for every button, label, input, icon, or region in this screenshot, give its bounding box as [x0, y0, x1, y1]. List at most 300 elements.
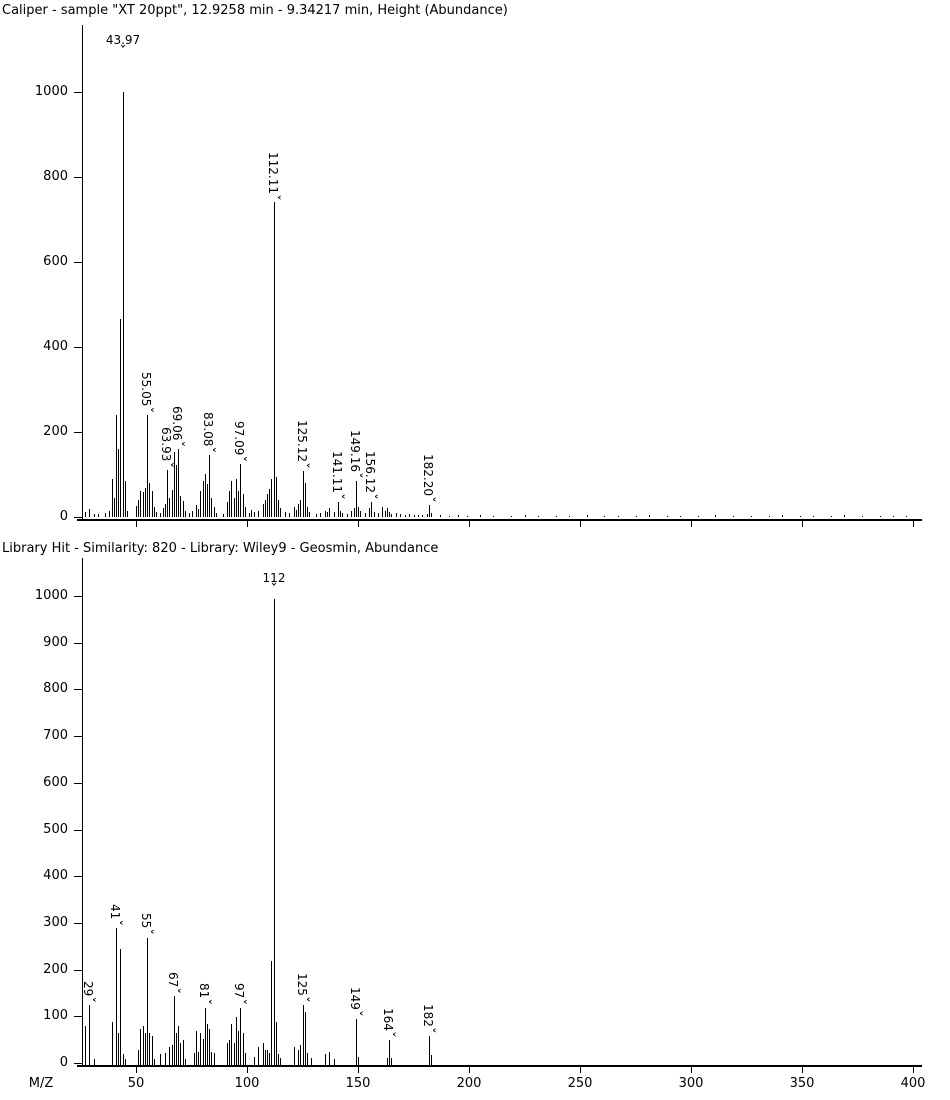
peak-line — [265, 1050, 266, 1066]
peak-line — [116, 928, 117, 1066]
peak-line — [229, 491, 230, 517]
peak-line — [342, 513, 343, 517]
peak-line — [265, 500, 266, 517]
y-tick-label: 800 — [43, 681, 68, 696]
peak-line — [698, 516, 699, 517]
peak-label: 156.12ˇ — [362, 450, 378, 500]
y-tick-label: 0 — [59, 1055, 68, 1070]
peak-line — [289, 513, 290, 517]
x-tick — [691, 521, 692, 527]
peak-line — [198, 1052, 199, 1066]
peak-label: 55ˇ — [138, 913, 154, 936]
peak-line — [307, 507, 308, 517]
peak-arrow-icon: ˇ — [420, 1026, 436, 1034]
y-tick — [74, 347, 82, 348]
peak-line — [604, 516, 605, 517]
peak-line — [231, 1024, 232, 1066]
peak-line — [271, 961, 272, 1066]
peak-arrow-icon: ˇ — [347, 471, 363, 479]
peak-line — [243, 494, 244, 517]
peak-line — [569, 516, 570, 517]
peak-line — [196, 505, 197, 517]
y-tick — [74, 923, 82, 924]
peak-line — [316, 514, 317, 517]
x-tick — [136, 1067, 137, 1073]
peak-line — [118, 449, 119, 517]
peak-line — [893, 516, 894, 517]
x-tick — [247, 521, 248, 527]
peak-line — [238, 491, 239, 517]
peak-line — [254, 1057, 255, 1066]
peak-line — [280, 1058, 281, 1066]
peak-line — [156, 512, 157, 517]
peak-line — [236, 1017, 237, 1066]
peak-line — [251, 510, 252, 517]
peak-line — [405, 515, 406, 517]
peak-line — [205, 474, 206, 517]
peak-label: 55.05ˇ — [138, 371, 154, 413]
peak-line — [227, 502, 228, 517]
peak-line — [112, 1022, 113, 1066]
peak-line — [203, 1039, 204, 1066]
peak-line — [240, 1008, 241, 1066]
peak-arrow-icon: ˇ — [138, 928, 154, 936]
peak-line — [211, 1052, 212, 1066]
peak-line — [427, 514, 428, 517]
peak-label: 29ˇ — [80, 981, 96, 1004]
peak-line — [94, 514, 95, 517]
peak-line — [138, 1050, 139, 1066]
peak-line — [192, 511, 193, 517]
x-tick — [802, 521, 803, 527]
peak-line — [360, 511, 361, 517]
y-tick-label: 400 — [43, 339, 68, 354]
peak-line — [418, 515, 419, 517]
peak-label: 149.16ˇ — [347, 429, 363, 479]
peak-line — [136, 506, 137, 517]
x-tick — [913, 1067, 914, 1073]
peak-line — [396, 513, 397, 517]
peak-line — [296, 510, 297, 517]
peak-line — [149, 483, 150, 517]
peak-arrow-icon: ˇ — [294, 996, 310, 1004]
y-tick — [74, 1063, 82, 1064]
peak-line — [267, 1050, 268, 1066]
peak-line — [667, 516, 668, 517]
peak-line — [389, 512, 390, 517]
peak-arrow-icon: ˇ — [231, 454, 247, 462]
x-tick-label: 250 — [567, 1076, 593, 1091]
peak-arrow-icon: ˇ — [265, 193, 281, 201]
peak-line — [387, 1058, 388, 1066]
peak-line — [105, 513, 106, 517]
peak-line — [267, 494, 268, 517]
peak-line — [276, 1022, 277, 1066]
peak-line — [305, 1012, 306, 1066]
peak-line — [285, 512, 286, 517]
peak-label: 125.12ˇ — [294, 420, 310, 470]
peak-line — [258, 1047, 259, 1066]
peak-line — [298, 504, 299, 517]
peak-line — [429, 505, 430, 517]
peak-line — [185, 1059, 186, 1066]
peak-line — [263, 504, 264, 517]
peak-line — [409, 514, 410, 517]
peak-line — [300, 500, 301, 517]
peak-line — [238, 1031, 239, 1066]
peak-line — [271, 479, 272, 517]
peak-line — [196, 1031, 197, 1066]
peak-line — [307, 1053, 308, 1066]
peak-line — [169, 1047, 170, 1066]
peak-line — [258, 511, 259, 517]
peak-line — [269, 489, 270, 517]
peak-line — [389, 1040, 390, 1066]
peak-line — [325, 511, 326, 517]
peak-line — [207, 484, 208, 517]
peak-line — [183, 501, 184, 517]
peak-line — [143, 1026, 144, 1066]
peak-line — [298, 1050, 299, 1066]
peak-arrow-icon: ˇ — [196, 998, 212, 1006]
library-hit-title: Library Hit - Similarity: 820 - Library: Wiley9 - Geosmin, Abundance — [2, 541, 439, 556]
peak-line — [278, 500, 279, 517]
peak-line — [269, 1053, 270, 1066]
peak-line — [325, 1054, 326, 1066]
y-tick-label: 600 — [43, 254, 68, 269]
peak-line — [378, 513, 379, 517]
x-tick — [247, 1067, 248, 1073]
peak-line — [733, 516, 734, 517]
peak-line — [89, 509, 90, 517]
peak-line — [147, 938, 148, 1066]
peak-line — [174, 996, 175, 1066]
peak-line — [636, 516, 637, 517]
x-tick-label: 400 — [900, 1076, 926, 1091]
peak-arrow-icon: ˇ — [329, 493, 345, 501]
peak-line — [152, 491, 153, 517]
peak-label: 182ˇ — [420, 1003, 436, 1034]
peak-arrow-icon: ˇ — [380, 1031, 396, 1039]
peak-line — [127, 511, 128, 517]
peak-line — [203, 481, 204, 517]
y-tick — [74, 596, 82, 597]
peak-line — [194, 1053, 195, 1066]
peak-arrow-icon: ˇ — [80, 996, 96, 1004]
peak-arrow-icon: ˇ — [362, 492, 378, 500]
y-tick — [74, 92, 82, 93]
peak-line — [152, 1036, 153, 1066]
peak-line — [429, 1036, 430, 1066]
y-tick-label: 1000 — [34, 84, 68, 99]
peak-line — [300, 1045, 301, 1066]
peak-line — [176, 465, 177, 517]
peak-line — [274, 599, 275, 1066]
peak-line — [414, 515, 415, 517]
peak-line — [165, 504, 166, 517]
x-tick-label: 150 — [345, 1076, 371, 1091]
peak-line — [207, 1024, 208, 1066]
peak-line — [449, 516, 450, 517]
x-tick — [136, 521, 137, 527]
peak-line — [140, 1029, 141, 1066]
peak-line — [618, 516, 619, 517]
peak-line — [154, 507, 155, 517]
peak-label: 182.20ˇ — [420, 454, 436, 504]
peak-line — [374, 512, 375, 517]
peak-line — [493, 516, 494, 517]
peak-line — [800, 516, 801, 517]
peak-line — [234, 498, 235, 517]
x-tick — [358, 1067, 359, 1073]
peak-label: 97ˇ — [231, 983, 247, 1006]
peak-line — [174, 452, 175, 517]
peak-arrow-icon: ˇ — [294, 462, 310, 470]
peak-line — [189, 513, 190, 517]
y-tick — [74, 783, 82, 784]
peak-line — [180, 496, 181, 517]
peak-line — [351, 511, 352, 517]
peak-line — [391, 514, 392, 517]
peak-line — [782, 515, 783, 517]
peak-arrow-icon: ˇ — [420, 496, 436, 504]
peak-arrow-icon: ˇ — [165, 986, 181, 994]
peak-line — [480, 515, 481, 517]
peak-line — [125, 481, 126, 517]
peak-line — [354, 508, 355, 517]
peak-line — [320, 513, 321, 517]
peak-line — [125, 1059, 126, 1066]
peak-line — [165, 1053, 166, 1066]
peak-line — [511, 516, 512, 517]
peak-line — [329, 508, 330, 517]
peak-arrow-icon: ˇ — [107, 919, 123, 927]
peak-line — [120, 949, 121, 1066]
peak-line — [214, 507, 215, 517]
peak-line — [334, 512, 335, 517]
peak-line — [160, 513, 161, 517]
peak-line — [163, 508, 164, 517]
y-tick — [74, 736, 82, 737]
y-tick-label: 100 — [43, 1008, 68, 1023]
x-axis-unit-label: M/Z — [28, 1076, 54, 1091]
x-tick-label: 300 — [678, 1076, 704, 1091]
peak-line — [440, 515, 441, 517]
y-tick-label: 800 — [43, 169, 68, 184]
y-tick-label: 600 — [43, 775, 68, 790]
peak-line — [276, 477, 277, 517]
x-tick — [802, 1067, 803, 1073]
peak-line — [85, 1026, 86, 1066]
peak-line — [209, 1029, 210, 1066]
y-tick — [74, 876, 82, 877]
peak-label: 149ˇ — [347, 987, 363, 1018]
peak-line — [198, 509, 199, 517]
peak-line — [340, 511, 341, 517]
peak-line — [205, 1008, 206, 1066]
y-tick-label: 500 — [43, 822, 68, 837]
peak-line — [89, 1005, 90, 1066]
peak-line — [356, 481, 357, 517]
y-tick — [74, 517, 82, 518]
y-tick — [74, 689, 82, 690]
y-tick — [74, 1016, 82, 1017]
peak-line — [120, 319, 121, 517]
peak-label: 141.11ˇ — [329, 451, 345, 501]
peak-line — [154, 1059, 155, 1066]
peak-label: 63.93ˇ — [158, 426, 174, 469]
peak-arrow-icon: ˇ — [231, 998, 247, 1006]
peak-line — [245, 507, 246, 517]
peak-label: 43.97 ˇ — [93, 34, 153, 56]
x-tick-label: 350 — [789, 1076, 815, 1091]
peak-line — [209, 455, 210, 517]
peak-line — [274, 202, 275, 517]
peak-line — [385, 511, 386, 517]
peak-line — [116, 415, 117, 517]
peak-line — [263, 1043, 264, 1066]
peak-line — [327, 512, 328, 517]
peak-label: 112 ˇ — [244, 572, 304, 594]
peak-line — [147, 415, 148, 517]
peak-line — [140, 491, 141, 517]
peak-line — [356, 1019, 357, 1066]
peak-line — [172, 1045, 173, 1066]
sample-spectrum-plot — [82, 33, 922, 517]
peak-line — [431, 513, 432, 517]
peak-line — [715, 515, 716, 517]
peak-line — [769, 516, 770, 517]
peak-line — [254, 512, 255, 517]
peak-line — [369, 508, 370, 517]
peak-label: 67ˇ — [165, 971, 181, 994]
peak-line — [813, 516, 814, 517]
peak-line — [98, 514, 99, 517]
x-tick — [691, 1067, 692, 1073]
peak-line — [751, 516, 752, 517]
y-tick-label: 300 — [43, 915, 68, 930]
peak-line — [400, 514, 401, 517]
peak-arrow-icon: ˇ — [200, 446, 216, 454]
peak-line — [382, 507, 383, 517]
peak-line — [138, 500, 139, 517]
peak-label: 81ˇ — [196, 983, 212, 1006]
peak-line — [880, 516, 881, 517]
peak-line — [227, 1043, 228, 1066]
x-tick-label: 50 — [127, 1076, 145, 1091]
x-tick — [580, 521, 581, 527]
y-tick — [74, 830, 82, 831]
peak-line — [358, 507, 359, 517]
y-tick — [74, 643, 82, 644]
peak-line — [231, 481, 232, 517]
peak-line — [234, 1043, 235, 1066]
peak-line — [243, 1033, 244, 1066]
peak-line — [200, 491, 201, 517]
peak-line — [278, 1054, 279, 1066]
peak-line — [391, 1058, 392, 1066]
x-tick — [580, 1067, 581, 1073]
peak-arrow-icon: ˇ — [158, 461, 174, 469]
peak-line — [525, 515, 526, 517]
peak-line — [94, 1059, 95, 1066]
peak-arrow-icon: ˇ — [138, 406, 154, 413]
peak-arrow-icon: ˇ — [119, 43, 127, 61]
x-tick — [469, 1067, 470, 1073]
peak-line — [180, 1043, 181, 1066]
peak-line — [85, 512, 86, 517]
y-tick-label: 900 — [43, 635, 68, 650]
y-tick — [74, 177, 82, 178]
peak-line — [309, 512, 310, 517]
peak-line — [303, 471, 304, 517]
peak-line — [123, 92, 124, 517]
peak-line — [371, 502, 372, 517]
peak-label: 125ˇ — [294, 973, 310, 1004]
y-tick-label: 200 — [43, 962, 68, 977]
peak-line — [118, 1033, 119, 1066]
peak-line — [114, 498, 115, 517]
peak-line — [160, 1054, 161, 1066]
peak-line — [538, 516, 539, 517]
peak-line — [249, 513, 250, 517]
peak-line — [183, 1040, 184, 1066]
peak-line — [145, 488, 146, 517]
y-tick-label: 1000 — [34, 588, 68, 603]
peak-line — [422, 515, 423, 517]
peak-line — [112, 479, 113, 517]
x-tick-label: 100 — [234, 1076, 260, 1091]
peak-line — [176, 1033, 177, 1066]
x-tick — [913, 521, 914, 527]
peak-line — [185, 511, 186, 517]
peak-label: 83.08ˇ — [200, 412, 216, 454]
peak-line — [831, 516, 832, 517]
peak-line — [178, 1026, 179, 1066]
peak-label: 112.11ˇ — [265, 151, 281, 201]
peak-line — [169, 498, 170, 517]
sample-spectrum-title: Caliper - sample "XT 20ppt", 12.9258 min - 9.34217 min, Height (Abundance) — [2, 3, 508, 18]
peak-arrow-icon: ˇ — [169, 440, 185, 447]
peak-line — [467, 516, 468, 517]
peak-line — [109, 511, 110, 517]
peak-line — [172, 490, 173, 517]
peak-line — [649, 515, 650, 517]
peak-line — [431, 1055, 432, 1066]
peak-line — [123, 1054, 124, 1066]
peak-line — [167, 470, 168, 517]
peak-line — [229, 1040, 230, 1066]
peak-line — [338, 502, 339, 517]
peak-label: 164ˇ — [380, 1008, 396, 1039]
peak-line — [294, 1047, 295, 1066]
y-tick-label: 200 — [43, 424, 68, 439]
peak-line — [223, 514, 224, 517]
peak-line — [556, 516, 557, 517]
peak-line — [680, 516, 681, 517]
y-tick-label: 0 — [59, 509, 68, 524]
peak-label: 97.09ˇ — [231, 420, 247, 462]
y-tick — [74, 432, 82, 433]
peak-line — [216, 513, 217, 517]
peak-line — [200, 1033, 201, 1066]
peak-line — [211, 498, 212, 517]
peak-line — [862, 516, 863, 517]
peak-line — [365, 513, 366, 517]
peak-line — [458, 515, 459, 517]
peak-label: 41ˇ — [107, 903, 123, 927]
peak-line — [294, 507, 295, 517]
